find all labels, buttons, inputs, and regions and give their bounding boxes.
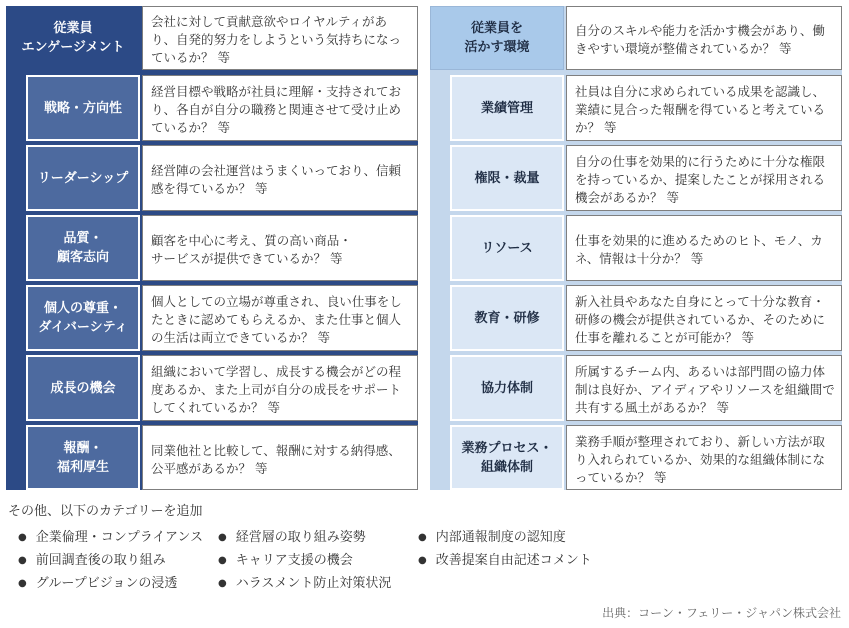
category-leadership: リーダーシップ (26, 145, 140, 211)
category-leadership-desc-text: 経営陣の会社運営はうまくいっており、信頼感を得ているか？ 等 (151, 163, 402, 196)
category-quality-customer: 品質・ 顧客志向 (26, 215, 140, 281)
category-strategy-direction-desc (142, 75, 418, 141)
category-training-desc (566, 285, 842, 351)
category-training-desc-text: 新入社員やあなた自身にとって十分な教育・研修の機会が提供されているか、そのために仕事を離れることが可能か？ 等 (575, 294, 826, 345)
category-collaboration-desc (566, 355, 842, 421)
enabling-environment-description-text: 自分のスキルや能力を活かす機会があり、働きやすい環境が整備されているか？ 等 (575, 23, 825, 56)
additional-bullet: ● 経営層の取り組み姿勢 (218, 526, 366, 545)
category-performance-management: 業績管理 (450, 75, 564, 141)
additional-bullet: ● 企業倫理・コンプライアンス (18, 526, 203, 545)
category-quality-customer-desc-text: 顧客を中心に考え、質の高い商品・ サービスが提供できているか？ 等 (151, 233, 352, 266)
employee-engagement-header: 従業員 エンゲージメント (6, 6, 140, 70)
category-collaboration-desc-text: 所属するチーム内、あるいは部門間の協力体制は良好か、アイディアやリソースを組織間で共有する風土があるか？ 等 (575, 364, 835, 415)
category-resources-desc-text: 仕事を効果的に進めるためのヒト、モノ、カネ、情報は十分か？ 等 (575, 233, 823, 266)
source-credit: 出典：コーン・フェリー・ジャパン株式会社 (602, 606, 841, 620)
category-authority-discretion-desc (566, 145, 842, 211)
category-authority-discretion-desc-text: 自分の仕事を効果的に行うために十分な権限を持っているか、提案したことが採用される機会があるか？ 等 (575, 154, 826, 205)
category-growth-opportunity-desc-text: 組織において学習し、成長する機会がどの程度あるか、また上司が自分の成長をサポートしてくれているか？ 等 (151, 364, 402, 415)
category-respect-diversity-desc-text: 個人としての立場が尊重され、良い仕事をしたときに認めてもらえるか、また仕事と個人の生活は両立できているか？ 等 (151, 294, 402, 345)
category-process-organization-desc-text: 業務手順が整理されており、新しい方法が取り入れられているか、効果的な組織体制になっているか？ 等 (575, 433, 826, 485)
category-quality-customer-desc (142, 215, 418, 281)
category-authority-discretion: 権限・裁量 (450, 145, 564, 211)
category-collaboration: 協力体制 (450, 355, 564, 421)
employee-engagement-description (142, 6, 418, 70)
category-resources: リソース (450, 215, 564, 281)
enabling-environment-header: 従業員を 活かす環境 (430, 6, 564, 70)
category-strategy-direction-desc-text: 経営目標や戦略が社員に理解・支持されており、各自が自分の職務と関連させて受け止めているか？ 等 (151, 84, 402, 135)
category-growth-opportunity: 成長の機会 (26, 355, 140, 421)
category-process-organization: 業務プロセス・ 組織体制 (450, 425, 564, 490)
enabling-environment-description (566, 6, 842, 70)
category-resources-desc (566, 215, 842, 281)
category-process-organization-desc (566, 425, 842, 490)
category-leadership-desc (142, 145, 418, 211)
category-performance-management-desc (566, 75, 842, 141)
category-compensation-benefits-desc (142, 425, 418, 490)
category-growth-opportunity-desc (142, 355, 418, 421)
category-compensation-benefits: 報酬・ 福利厚生 (26, 425, 140, 490)
category-respect-diversity-desc (142, 285, 418, 351)
additional-bullet: ● 改善提案自由記述コメント (418, 549, 592, 568)
additional-categories-title: その他、以下のカテゴリーを追加 (8, 504, 203, 519)
category-respect-diversity: 個人の尊重・ ダイバーシティ (26, 285, 140, 351)
category-strategy-direction: 戦略・方向性 (26, 75, 140, 141)
category-training: 教育・研修 (450, 285, 564, 351)
additional-bullet: ● グループビジョンの浸透 (18, 572, 177, 591)
category-performance-management-desc-text: 社員は自分に求められている成果を認識し、業績に見合った報酬を得ていると考えているか？ 等 (575, 84, 826, 135)
additional-bullet: ● 内部通報制度の認知度 (418, 526, 566, 545)
category-compensation-benefits-desc-text: 同業他社と比較して、報酬に対する納得感、公平感があるか？ 等 (151, 442, 401, 476)
additional-bullet: ● 前回調査後の取り組み (18, 549, 166, 568)
additional-bullet: ● キャリア支援の機会 (218, 549, 353, 568)
additional-bullet: ● ハラスメント防止対策状況 (218, 572, 391, 591)
employee-engagement-description-text: 会社に対して貢献意欲やロイヤルティがあり、自発的努力をしようという気持ちになっているか？ 等 (151, 14, 402, 65)
